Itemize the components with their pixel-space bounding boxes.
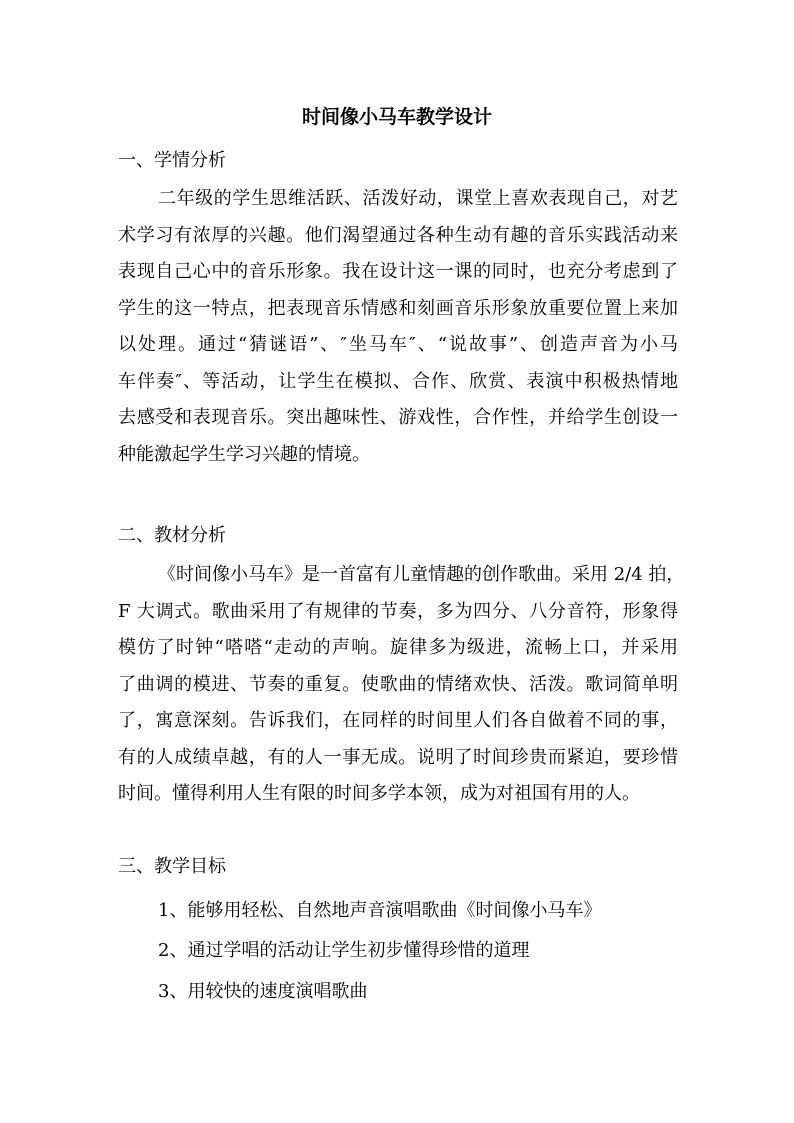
document-title: 时间像小马车教学设计 xyxy=(301,106,492,128)
paragraph-line: 车伴奏″、等活动，让学生在模拟、合作、欣赏、表演中积极热情地 xyxy=(118,370,678,392)
goal-item-1: 1、能够用轻松、自然地声音演唱歌曲《时间像小马车》 xyxy=(158,900,602,921)
paragraph-line: 了曲调的模进、节奏的重复。使歌曲的情绪欢快、活泼。歌词简单明 xyxy=(118,673,678,695)
goal-item-2: 2、通过学唱的活动让学生初步懂得珍惜的道理 xyxy=(158,940,530,961)
paragraph-line: 时间。懂得利用人生有限的时间多学本领，成为对祖国有用的人。 xyxy=(118,783,640,804)
goal-item-3: 3、用较快的速度演唱歌曲 xyxy=(158,981,368,1002)
paragraph-line: F 大调式。歌曲采用了有规律的节奏，多为四分、八分音符，形象得 xyxy=(118,600,678,622)
paragraph-line: 去感受和表现音乐。突出趣味性、游戏性，合作性，并给学生创设一 xyxy=(118,407,678,428)
section-heading-material-analysis: 二、教材分析 xyxy=(118,525,226,546)
paragraph-line: 种能激起学生学习兴趣的情境。 xyxy=(118,443,370,465)
paragraph-line: 表现自己心中的音乐形象。我在设计这一课的同时，也充分考虑到了 xyxy=(118,261,678,282)
paragraph-learning-analysis xyxy=(118,181,678,473)
paragraph-line: 《时间像小马车》是一首富有儿童情趣的创作歌曲。采用 2/4 拍， xyxy=(158,564,685,585)
paragraph-line: 模仿了时钟“嗒嗒“走动的声响。旋律多为级进，流畅上口，并采用 xyxy=(118,637,678,658)
paragraph-line: 术学习有浓厚的兴趣。他们渴望通过各种生动有趣的音乐实践活动来 xyxy=(118,224,678,246)
paragraph-line: 学生的这一特点，把表现音乐情感和刻画音乐形象放重要位置上来加 xyxy=(118,297,678,319)
paragraph-line: 有的人成绩卓越，有的人一事无成。说明了时间珍贵而紧迫，要珍惜 xyxy=(118,746,678,768)
paragraph-material-analysis xyxy=(118,557,685,813)
paragraph-line: 以处理。通过“猜谜语”、″坐马车″、“说故事”、创造声音为小马 xyxy=(118,334,678,355)
paragraph-line: 二年级的学生思维活跃、活泼好动，课堂上喜欢表现自己，对艺 xyxy=(158,188,678,209)
section-heading-teaching-goals: 三、教学目标 xyxy=(118,856,226,877)
section-heading-learning-analysis: 一、学情分析 xyxy=(118,150,226,171)
paragraph-line: 了，寓意深刻。告诉我们，在同样的时间里人们各自做着不同的事， xyxy=(118,710,678,731)
